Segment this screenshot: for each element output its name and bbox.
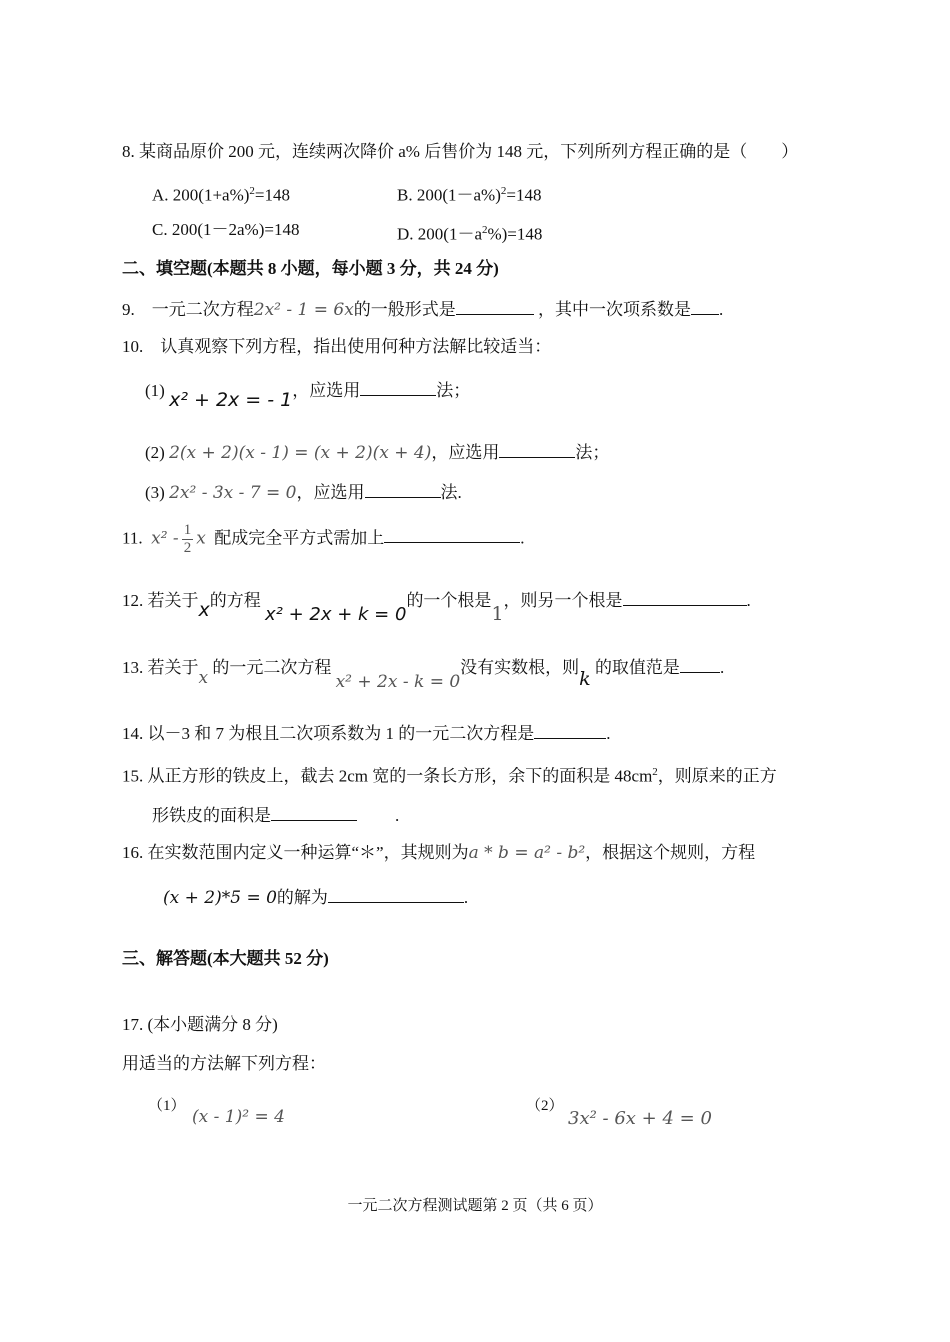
- q10-blank-1[interactable]: [360, 378, 436, 396]
- q10-blank-2[interactable]: [499, 440, 575, 458]
- q9-equation: 2x² - 1 = 6x: [253, 300, 354, 320]
- q17-stem: 用适当的方法解下列方程：: [122, 1054, 326, 1073]
- q16-line-1: 16. 在实数范围内定义一种运算“＊”，其规则为a * b = a² - b²，根据这个规则，方程: [122, 843, 756, 863]
- q10-part-2-equation: 2(x + 2)(x - 1) = (x + 2)(x + 4): [169, 443, 432, 463]
- q10-part-3: (3) 2x² - 3x - 7 = 0，应选用 法.: [145, 480, 462, 504]
- q12-blank[interactable]: [623, 588, 747, 606]
- q11: 11. x² - $\frac{1}{2}$ x 配成完全平方式需加上 .: [122, 522, 525, 556]
- q17-part-2-equation: 3x² - 6x + 4 = 0: [568, 1108, 712, 1129]
- q14-blank[interactable]: [534, 721, 606, 739]
- q17-title: 17. (本小题满分 8 分): [122, 1015, 278, 1034]
- q9-blank-2[interactable]: [691, 297, 719, 315]
- q12-equation: x² + 2x + k = 0: [265, 604, 407, 625]
- q8-option-b: B. $200(1-a\%)^2=148$: [397, 185, 542, 205]
- q17-part-2-label: （2）: [526, 1098, 564, 1114]
- q10-blank-3[interactable]: [365, 480, 441, 498]
- q17-part-1-label: （1）: [148, 1098, 186, 1114]
- q8-option-d: D. $200(1-a^2\%)=148$: [397, 224, 543, 244]
- q17-part-1-equation: (x - 1)² = 4: [192, 1107, 285, 1127]
- q10-part-2: (2) 2(x + 2)(x - 1) = (x + 2)(x + 4)，应选用 法；: [145, 440, 609, 464]
- page-footer: 一元二次方程测试题第 2 页（共 6 页）: [347, 1198, 603, 1214]
- q9-blank-1[interactable]: [456, 297, 534, 315]
- q16-equation: (x + 2)*5 = 0: [163, 888, 277, 908]
- q14: 14. 以－3 和 7 为根且二次项系数为 1 的一元二次方程是 .: [122, 721, 611, 745]
- section-3-heading: 三、解答题(本大题共 52 分): [122, 949, 329, 968]
- q10-stem: 10. 认真观察下列方程，指出使用何种方法解比较适当：: [122, 337, 552, 356]
- q10-part-3-equation: 2x² - 3x - 7 = 0: [169, 483, 297, 503]
- q13-blank[interactable]: [680, 655, 720, 673]
- q16-blank[interactable]: [328, 885, 464, 903]
- q9: 9. 一元二次方程2x² - 1 = 6x的一般形式是 ，其中一次项系数是 .: [122, 297, 723, 321]
- q13: 13. 若关于x 的一元二次方程 x² + 2x - k = 0没有实数根，则k 的取值范是 .: [122, 655, 724, 679]
- q15-line-2: 形铁皮的面积是 .: [152, 803, 399, 827]
- q10-part-1-equation: x² + 2x = - 1: [169, 389, 293, 411]
- q13-equation: x² + 2x - k = 0: [335, 672, 461, 692]
- section-2-heading: 二、填空题(本题共 8 小题，每小题 3 分，共 24 分): [122, 259, 499, 278]
- q12: 12. 若关于x的方程 x² + 2x + k = 0的一个根是1，则另一个根是 .: [122, 588, 751, 612]
- q11-blank[interactable]: [384, 525, 520, 543]
- q10-part-1: (1) x² + 2x = - 1，应选用 法；: [145, 378, 470, 402]
- q16-line-2: (x + 2)*5 = 0的解为 .: [163, 885, 468, 909]
- q16-rule: a * b = a² - b²: [468, 843, 586, 863]
- q11-fraction: $\frac{1}{2}$: [183, 522, 192, 556]
- q8-option-a: A. $200(1+a\%)^2=148$: [152, 185, 290, 205]
- q15-blank[interactable]: [271, 803, 357, 821]
- q8-stem: 8. 某商品原价 200 元，连续两次降价 a% 后售价为 148 元，下列所列方程正确的是（ ）: [122, 142, 799, 161]
- q15-line-1: 15. 从正方形的铁皮上，截去 2cm 宽的一条长方形，余下的面积是 $48cm^2$，则原来的正方: [122, 766, 777, 786]
- q8-option-c: C. 200(1－2a%)=148: [152, 220, 300, 239]
